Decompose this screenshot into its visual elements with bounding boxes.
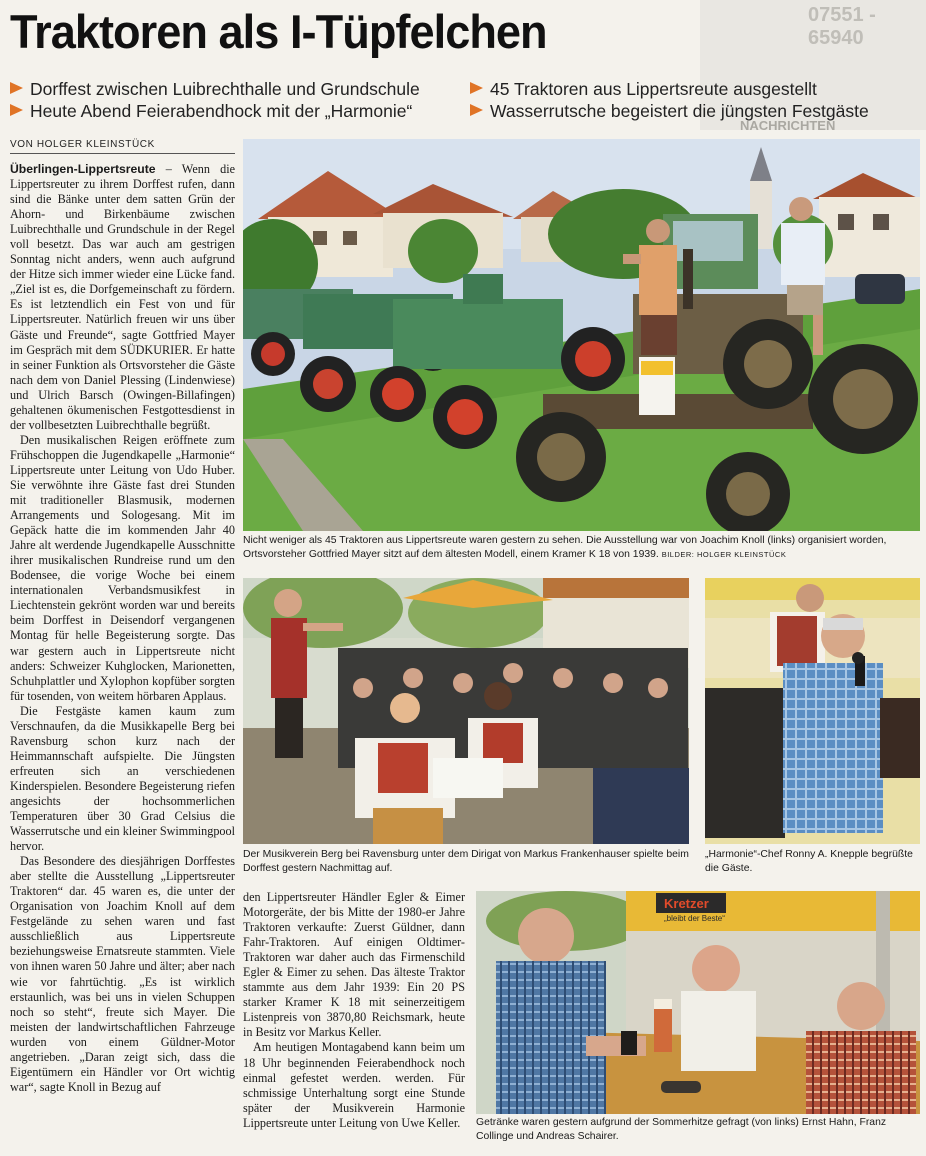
bullet-left-2: Heute Abend Feierabendhock mit der „Harmonie“ (10, 101, 412, 122)
arrow-icon (470, 104, 483, 116)
photo-band (243, 578, 689, 844)
paragraph: Das Besondere des diesjährigen Dorffestes aber stellte die Ausstellung „Lippertsreuter Traktoren“ dar. 45 waren es, die unter der Organisation von Joachim Knoll auf dem Festgelände zu sehen waren und fast ausschließlich aus Lippertsreute beziehungsweise Ernatsreute stammten. Viele von ihnen waren 50 Jahre und älter; aber nach wie vor fahrtüchtig. „Es ist wirklich erstaunlich, was bei uns in vielen Schuppen noch so steht“, freute sich Mayer. Die meisten der landwirtschaftlichen Fahrzeuge wurden von einem Güldner-Motor angetrieben. „Daran zeigt sich, dass die Eigentümern ein Händler vor Ort wichtig war“, sagte Knoll in Bezug auf (10, 854, 235, 1094)
article-column-2 (243, 890, 465, 1154)
photo-credit: BILDER: HOLGER KLEINSTÜCK (661, 550, 787, 559)
arrow-icon (470, 82, 483, 94)
paragraph: Die Festgäste kamen kaum zum Verschnaufen, da die Musikkapelle Berg bei Ravensburg schon kurz nach der Heimmannschaft aufspielte. Die Jüngsten erfreuten sich an verschiedenen Kinderspielen. Besondere Begeisterung riefen angesichts der hochsommerlichen Temperaturen über 30 Grad Celsius die Wasserrutsche und ein kleiner Swimmingpool hervor. (10, 703, 235, 854)
caption-tractors: Nicht weniger als 45 Traktoren aus Lippertsreute waren gestern zu sehen. Die Ausstellung war von Joachim Knoll (links) organisiert worden, Ortsvorsteher Gottfried Mayer sitzt auf dem ältesten Modell, einem Kramer K 18 von 1939. BILDER: HOLGER KLEINSTÜCK (243, 535, 887, 560)
paragraph: Den musikalischen Reigen eröffnete zum Frühschoppen die Jugendkapelle „Harmonie“ Lippertsreute unter Leitung von Udo Huber. Sie verwöhnte ihre Gäste fast drei Stunden mit traditioneller Blasmusik, modernen Arrangements und Sologesang. Mit im Gepäck hatte die im kommenden Jahr 40 Jahre alt werdende Jugendkapelle Ausschnitte ihrer musikalischen Rundreise rund um den Bodensee, die vorige Woche bei einem internationalen Verbandsmusikfest in Liechtenstein gekrönt worden war und bereits beim Dorffest in Deisendorf vergangenen Montag für helle Begeisterung sorgte. Das war gestern auch in Lippertsreute nicht anders: Schweizer Kuhglocken, Marionetten, Schuhplattler und Xylophon kopfüber sorgten für tosenden, von weitem hörbaren Applaus. (10, 432, 235, 703)
arrow-icon (10, 104, 23, 116)
paragraph: den Lippertsreuter Händler Egler & Eimer Motorgeräte, der bis Mitte der 1980-er Jahre Traktoren verkaufte: Zuerst Güldner, dann Fahr-Traktoren. Auf einigen Oldtimer-Traktoren war daher auch das Firmenschild Egler & Eimer zu sehen. Das älteste Traktor stammte aus dem Jahr 1939: Ein 20 PS starker Kramer K 18 mit seinerzeitigem Listenpreis von 3870,80 Reichsmark, heute in Besitz vor Markus Keller. (243, 890, 465, 1040)
bullet-right-1: 45 Traktoren aus Lippertsreute ausgestellt (470, 79, 817, 100)
dateline: Überlingen-Lippertsreute (10, 162, 156, 176)
bullet-left-1: Dorffest zwischen Luibrechthalle und Grundschule (10, 79, 420, 100)
drinks-scene (476, 891, 920, 1114)
speaker-scene (705, 578, 920, 844)
adjacent-heading: NACHRICHTEN (740, 118, 836, 130)
arrow-icon (10, 82, 23, 94)
photo-speaker (705, 578, 920, 844)
band-scene (243, 578, 689, 844)
caption-drinks: Getränke waren gestern aufgrund der Sommerhitze gefragt (von links) Ernst Hahn, Franz Collinge und Andreas Schairer. (476, 1117, 887, 1142)
paragraph: Überlingen-Lippertsreute – Wenn die Lippertsreuter zu ihrem Dorffest rufen, dann sind die Bänke unter dem satten Grün der Ahorn- und Birkenbäume zwischen Luibrechthalle und Grundschule in der Regel voll besetzt. Das war auch am gestrigen Sonntag nicht anders, wenn auch aufgrund der Hitze sich immer wieder eine Lücke fand. „Ziel ist es, die Dorfgemeinschaft zu fördern. Es ist letztendlich ein Fest von und für Lippertsreuter. Natürlich freuen wir uns über Gäste und Freunde“, sagte Gottfried Mayer im Gespräch mit dem SÜDKURIER. Er hatte in seiner Funktion als Ortsvorsteher die Gäste nach dem von Daniel Plessing (Lindenwiese) und Ulrich Barsch (Owingen-Billafingen) gehaltenen ökumenischen Festgottesdienst in der vollbesetzten Luibrechthalle begrüßt. (10, 162, 235, 432)
photo-drinks (476, 891, 920, 1114)
photo-tractors (243, 139, 920, 531)
bullet-right-2: Wasserrutsche begeistert die jüngsten Festgäste (470, 101, 869, 122)
caption-speaker: „Harmonie“-Chef Ronny A. Knepple begrüßte die Gäste. (705, 849, 913, 874)
paragraph: Am heutigen Montagabend kann beim um 18 Uhr beginnenden Feierabendhock noch einmal gefestet werden. werden. Für schmissige Unterhaltung sorgt eine Stunde später der Musikverein Harmonie Lippertsreute unter Leitung von Uwe Keller. (243, 1040, 465, 1130)
headline: Traktoren als I-Tüpfelchen (10, 5, 547, 58)
article-column-1 (10, 162, 235, 1154)
tractor-scene (243, 139, 920, 531)
umbrella-brand: Kretzer (664, 896, 709, 911)
caption-band: Der Musikverein Berg bei Ravensburg unter dem Dirigat von Markus Frankenhauser spielte beim Dorffest gestern Nachmittag auf. (243, 849, 689, 874)
byline-rule (10, 153, 235, 154)
byline: VON HOLGER KLEINSTÜCK (10, 139, 155, 150)
umbrella-slogan: „bleibt der Beste“ (664, 914, 725, 923)
adjacent-phone: 07551 - 65940 (808, 4, 876, 49)
